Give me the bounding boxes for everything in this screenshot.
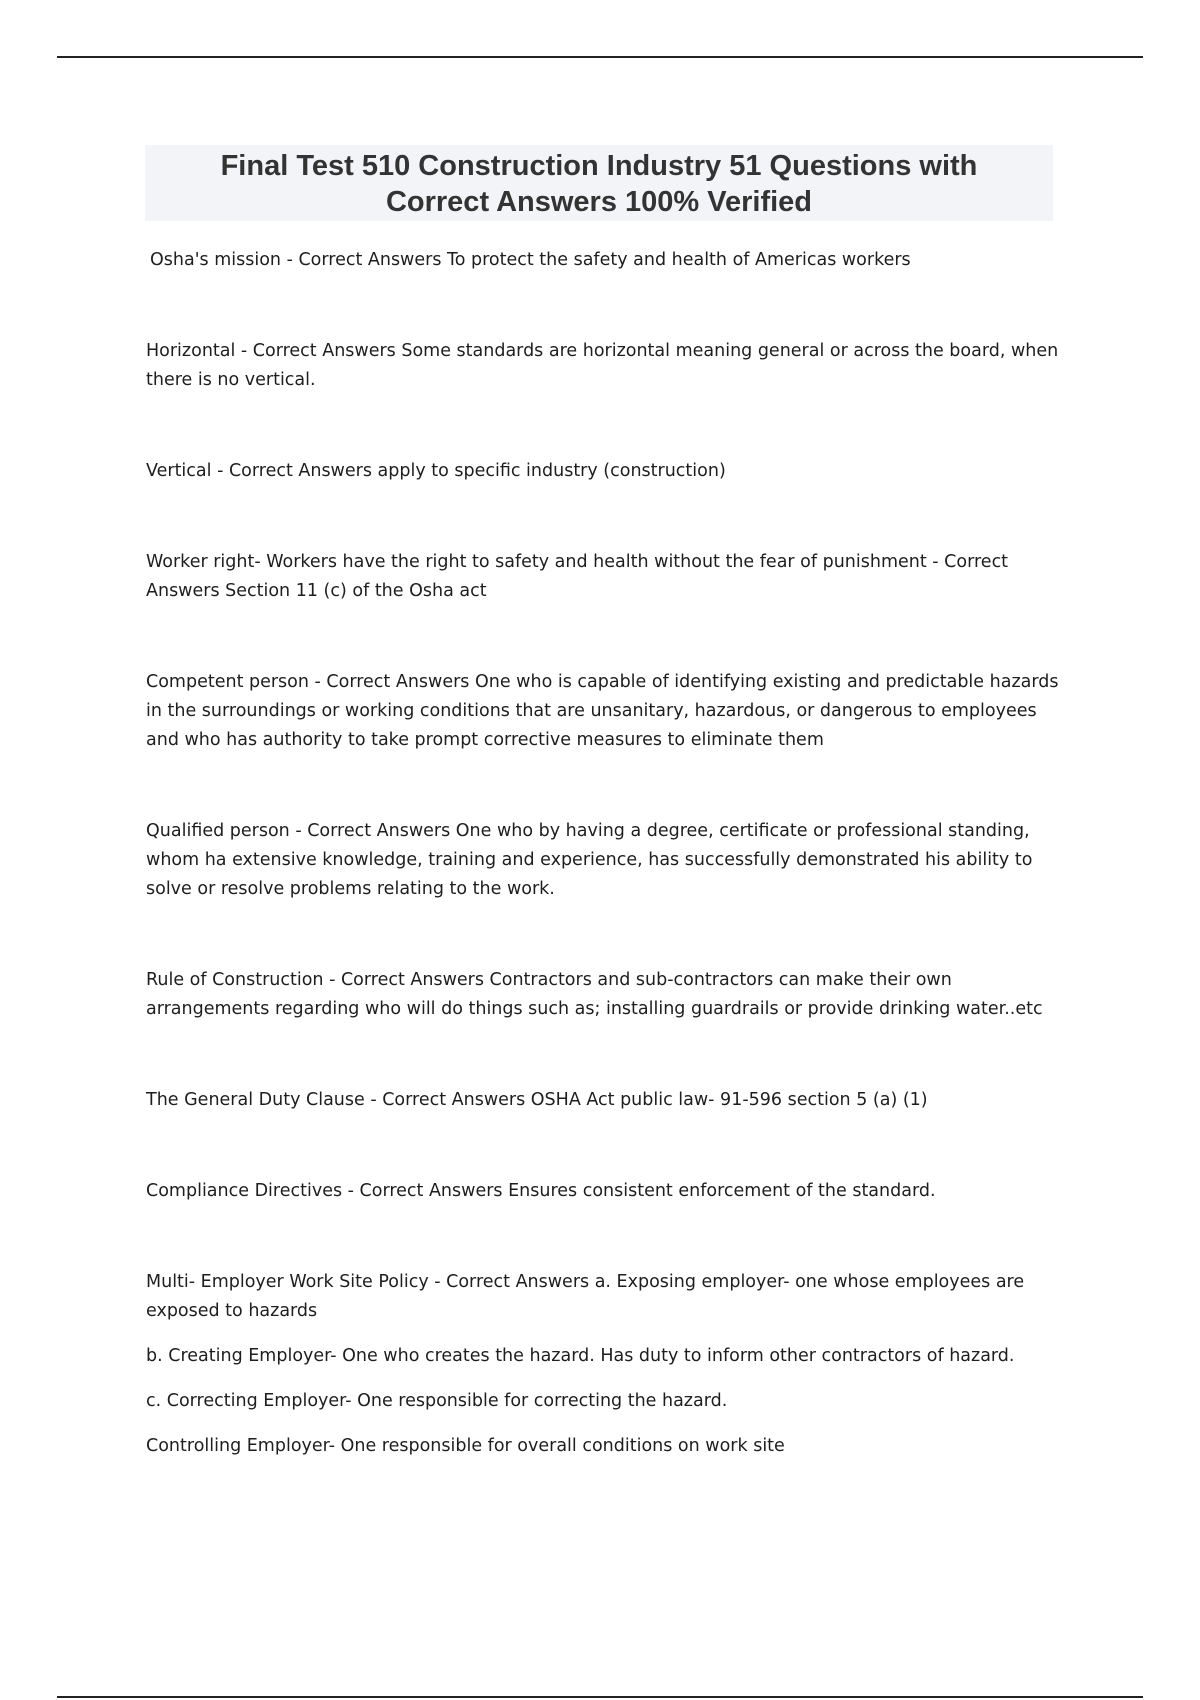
document-body (146, 246, 1066, 1477)
qa-osha-mission: Osha's mission - Correct Answers To protect the safety and health of Americas workers (150, 250, 911, 270)
sub-correcting-employer: c. Correcting Employer- One responsible for correcting the hazard. (146, 1391, 728, 1411)
sub-controlling-employer: Controlling Employer- One responsible for overall conditions on work site (146, 1436, 785, 1456)
title-line-2: Correct Answers 100% Verified (385, 186, 813, 218)
qa-rule-of-construction: Rule of Construction - Correct Answers Contractors and sub-contractors can make their own arrangements regarding who will do things such as; installing guardrails or provide drinking water..etc (146, 970, 1043, 1019)
top-divider (57, 56, 1143, 58)
qa-competent-person: Competent person - Correct Answers One who is capable of identifying existing and predictable hazards in the surroundings or working conditions that are unsanitary, hazardous, or dangerous to employees and who has authority to take prompt corrective measures to eliminate them (146, 672, 1059, 750)
qa-compliance-directives: Compliance Directives - Correct Answers Ensures consistent enforcement of the standard. (146, 1181, 936, 1201)
qa-vertical: Vertical - Correct Answers apply to specific industry (construction) (146, 461, 726, 481)
title-line-1: Final Test 510 Construction Industry 51 Questions with (220, 150, 978, 182)
document-title (145, 145, 1053, 221)
qa-qualified-person: Qualified person - Correct Answers One who by having a degree, certificate or professional standing, whom ha extensive knowledge, training and experience, has successfully demonstrated his ability to solve or resolve problems relating to the work. (146, 821, 1033, 899)
bottom-divider (57, 1696, 1143, 1698)
qa-worker-right: Worker right- Workers have the right to safety and health without the fear of punishment - Correct Answers Section 11 (c) of the Osha act (146, 552, 1009, 601)
qa-multi-employer-policy: Multi- Employer Work Site Policy - Correct Answers a. Exposing employer- one whose employees are exposed to hazards (146, 1272, 1025, 1321)
qa-general-duty-clause: The General Duty Clause - Correct Answers OSHA Act public law- 91-596 section 5 (a) (1) (146, 1090, 928, 1110)
qa-horizontal: Horizontal - Correct Answers Some standards are horizontal meaning general or across the board, when there is no vertical. (146, 341, 1059, 390)
sub-creating-employer: b. Creating Employer- One who creates the hazard. Has duty to inform other contractors of hazard. (146, 1346, 1015, 1366)
